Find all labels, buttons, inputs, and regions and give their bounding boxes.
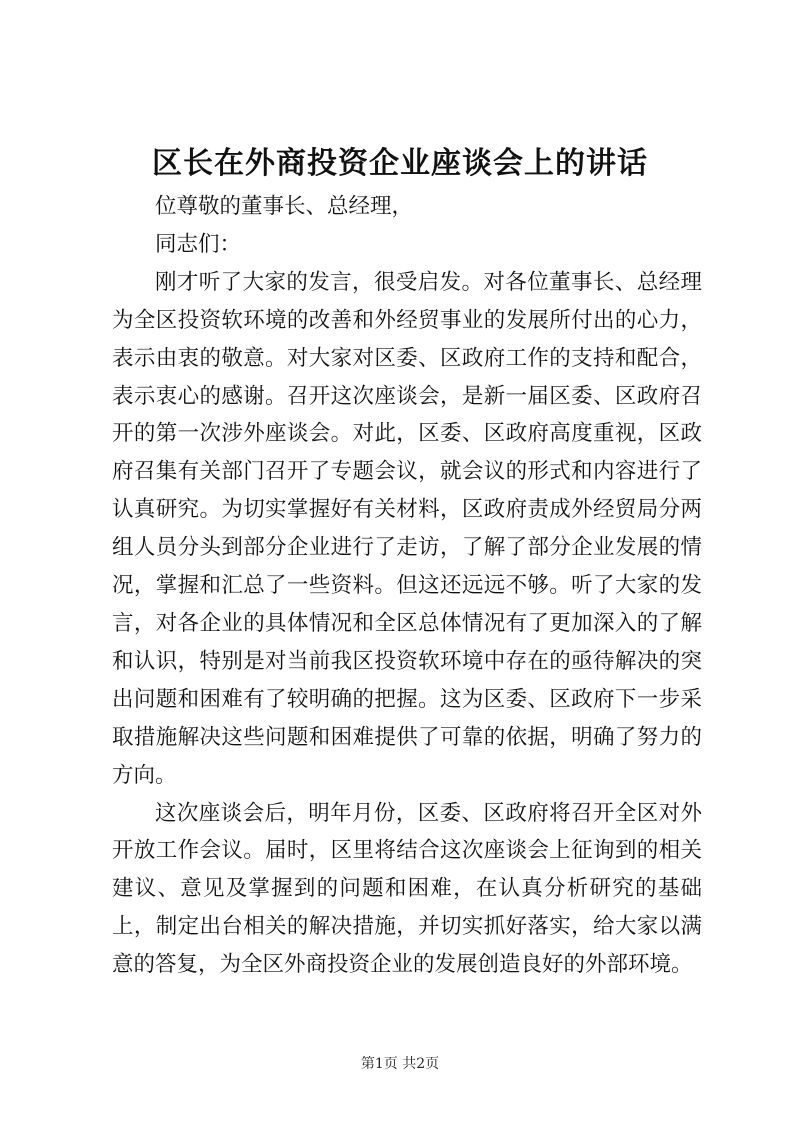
salutation-line-1: 位尊敬的董事长、总经理， (155, 194, 414, 219)
salutation-line-2: 同志们： (155, 231, 242, 257)
document-body (112, 188, 702, 984)
document-title: 区长在外商投资企业座谈会上的讲话 (152, 146, 648, 181)
paragraph-2: 这次座谈会后，明年月份，区委、区政府将召开全区对外开放工作会议。届时，区里将结合这次座谈会上征询到的相关建议、意见及掌握到的问题和困难，在认真分析研究的基础上，制定出台相关的解决措施，并切实抓好落实，给大家以满意的答复，为全区外商投资企业的发展创造良好的外部环境。 (112, 800, 702, 978)
paragraph-1: 刚才听了大家的发言，很受启发。对各位董事长、总经理为全区投资软环境的改善和外经贸事业的发展所付出的心力，表示由衷的敬意。对大家对区委、区政府工作的支持和配合，表示衷心的感谢。召开这次座谈会，是新一届区委、区政府召开的第一次涉外座谈会。对此，区委、区政府高度重视，区政府召集有关部门召开了专题会议，就会议的形式和内容进行了认真研究。为切实掌握好有关材料，区政府责成外经贸局分两组人员分头到部分企业进行了走访，了解了部分企业发展的情况，掌握和汇总了一些资料。但这还远远不够。听了大家的发言，对各企业的具体情况和全区总体情况有了更加深入的了解和认识，特别是对当前我区投资软环境中存在的亟待解决的突出问题和困难有了较明确的把握。这为区委、区政府下一步采取措施解决这些问题和困难提供了可靠的依据，明确了努力的方向。 (112, 269, 702, 788)
page-number: 第1页 共2页 (360, 1056, 440, 1072)
